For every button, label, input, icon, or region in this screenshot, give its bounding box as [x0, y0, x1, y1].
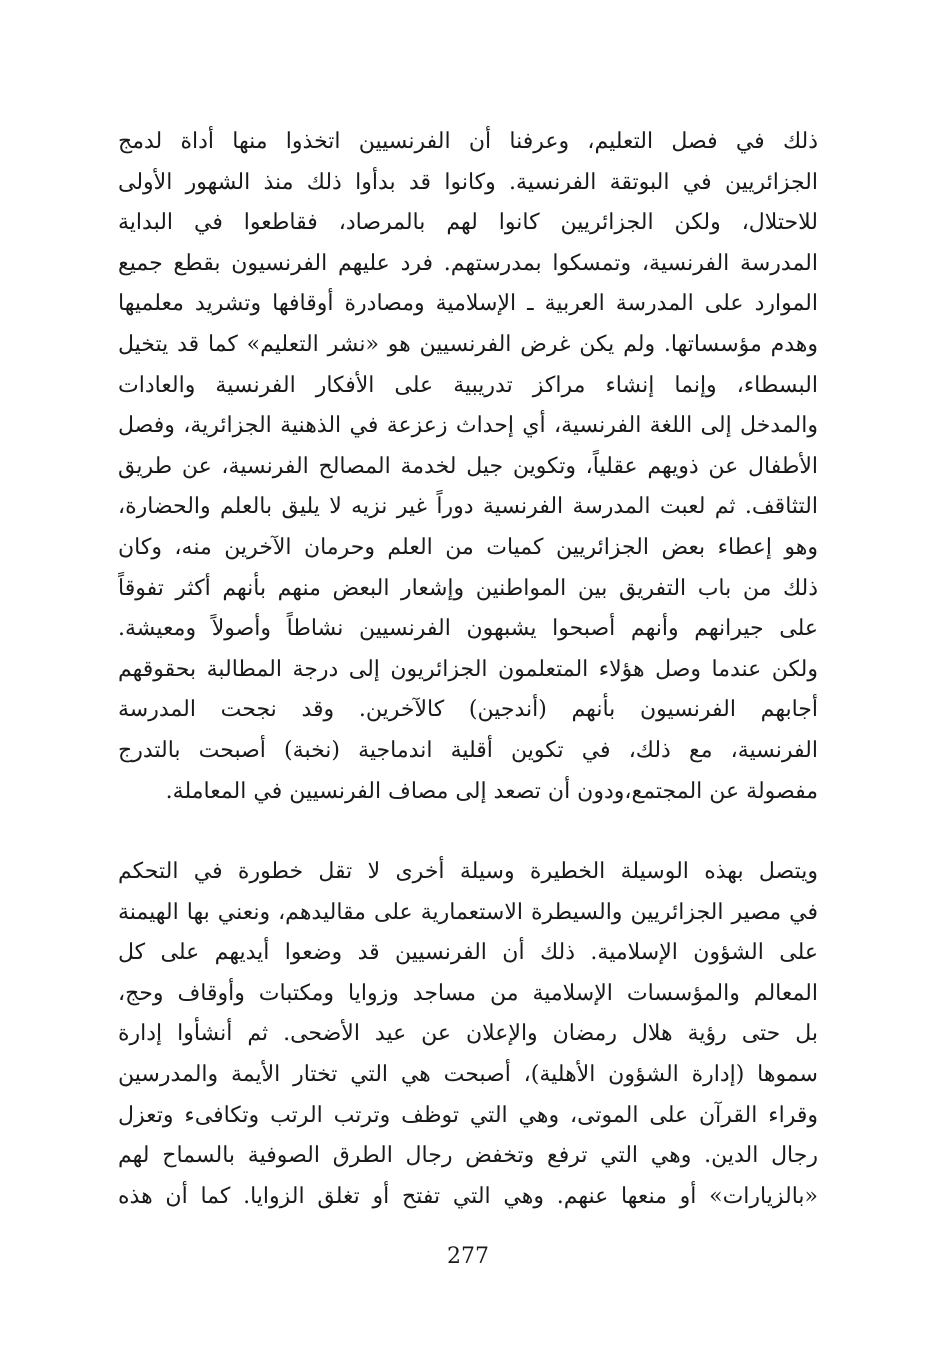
text-line: والمدخل إلى اللغة الفرنسية، أي إحداث زعزعة في الذهنية الجزائرية، وفصل: [118, 413, 818, 439]
text-line: «بالزيارات» أو منعها عنهم. وهي التي تفتح أو تغلق الزوايا. كما أن هذه: [118, 1183, 818, 1209]
text-line: المدرسة الفرنسية، وتمسكوا بمدرستهم. فرد عليهم الفرنسيون بقطع جميع: [118, 250, 818, 276]
text-line: وهو إعطاء بعض الجزائريين كميات من العلم وحرمان الآخرين منه، وكان: [118, 534, 818, 560]
text-line: بل حتى رؤية هلال رمضان والإعلان عن عيد الأضحى. ثم أنشأوا إدارة: [118, 1021, 818, 1047]
text-line: البسطاء، وإنما إنشاء مراكز تدريبية على الأفكار الفرنسية والعادات: [118, 372, 818, 398]
text-line: أجابهم الفرنسيون بأنهم (أندجين) كالآخرين. وقد نجحت المدرسة: [118, 697, 818, 723]
text-line: المعالم والمؤسسات الإسلامية من مساجد وزوايا ومكتبات وأوقاف وحج،: [118, 980, 818, 1006]
text-line: مفصولة عن المجتمع،ودون أن تصعد إلى مصاف الفرنسيين في المعاملة.: [165, 778, 818, 804]
text-line: الموارد على المدرسة العربية ـ الإسلامية ومصادرة أوقافها وتشريد معلميها: [118, 291, 818, 317]
paragraph-2: [118, 852, 818, 1217]
text-line: رجال الدين. وهي التي ترفع وتخفض رجال الطرق الصوفية بالسماح لهم: [118, 1143, 818, 1169]
page-number: 277: [447, 1244, 489, 1269]
text-line: في مصير الجزائريين والسيطرة الاستعمارية على مقاليدهم، ونعني بها الهيمنة: [118, 899, 818, 925]
text-line: ذلك من باب التفريق بين المواطنين وإشعار البعض منهم بأنهم أكثر تفوقاً: [118, 575, 818, 601]
text-line: وهدم مؤسساتها. ولم يكن غرض الفرنسيين هو «نشر التعليم» كما قد يتخيل: [118, 331, 818, 357]
text-line: الفرنسية، مع ذلك، في تكوين أقلية اندماجية (نخبة) أصبحت بالتدرج: [118, 737, 818, 763]
text-line: ذلك في فصل التعليم، وعرفنا أن الفرنسيين اتخذوا منها أداة لدمج: [118, 129, 818, 154]
text-line: ولكن عندما وصل هؤلاء المتعلمون الجزائريون إلى درجة المطالبة بحقوقهم: [118, 656, 818, 682]
text-line: ويتصل بهذه الوسيلة الخطيرة وسيلة أخرى لا تقل خطورة في التحكم: [118, 859, 818, 884]
paragraph-1: [118, 122, 818, 812]
text-line: وقراء القرآن على الموتى، وهي التي توظف وترتب الرتب وتكافىء وتعزل: [118, 1102, 818, 1128]
text-line: التثاقف. ثم لعبت المدرسة الفرنسية دوراً غير نزيه لا يليق بالعلم والحضارة،: [118, 494, 818, 520]
text-line: سموها (إدارة الشؤون الأهلية)، أصبحت هي التي تختار الأيمة والمدرسين: [118, 1061, 818, 1087]
text-line: للاحتلال، ولكن الجزائريين كانوا لهم بالمرصاد، فقاطعوا في البداية: [118, 210, 818, 236]
text-line: الجزائريين في البوتقة الفرنسية. وكانوا قد بدأوا ذلك منذ الشهور الأولى: [118, 169, 818, 195]
text-line: الأطفال عن ذويهم عقلياً، وتكوين جيل لخدمة المصالح الفرنسية، عن طريق: [118, 453, 818, 479]
text-line: على الشؤون الإسلامية. ذلك أن الفرنسيين قد وضعوا أيديهم على كل: [118, 940, 818, 966]
text-line: على جيرانهم وأنهم أصبحوا يشبهون الفرنسيين نشاطاً وأصولاً ومعيشة.: [118, 616, 818, 642]
